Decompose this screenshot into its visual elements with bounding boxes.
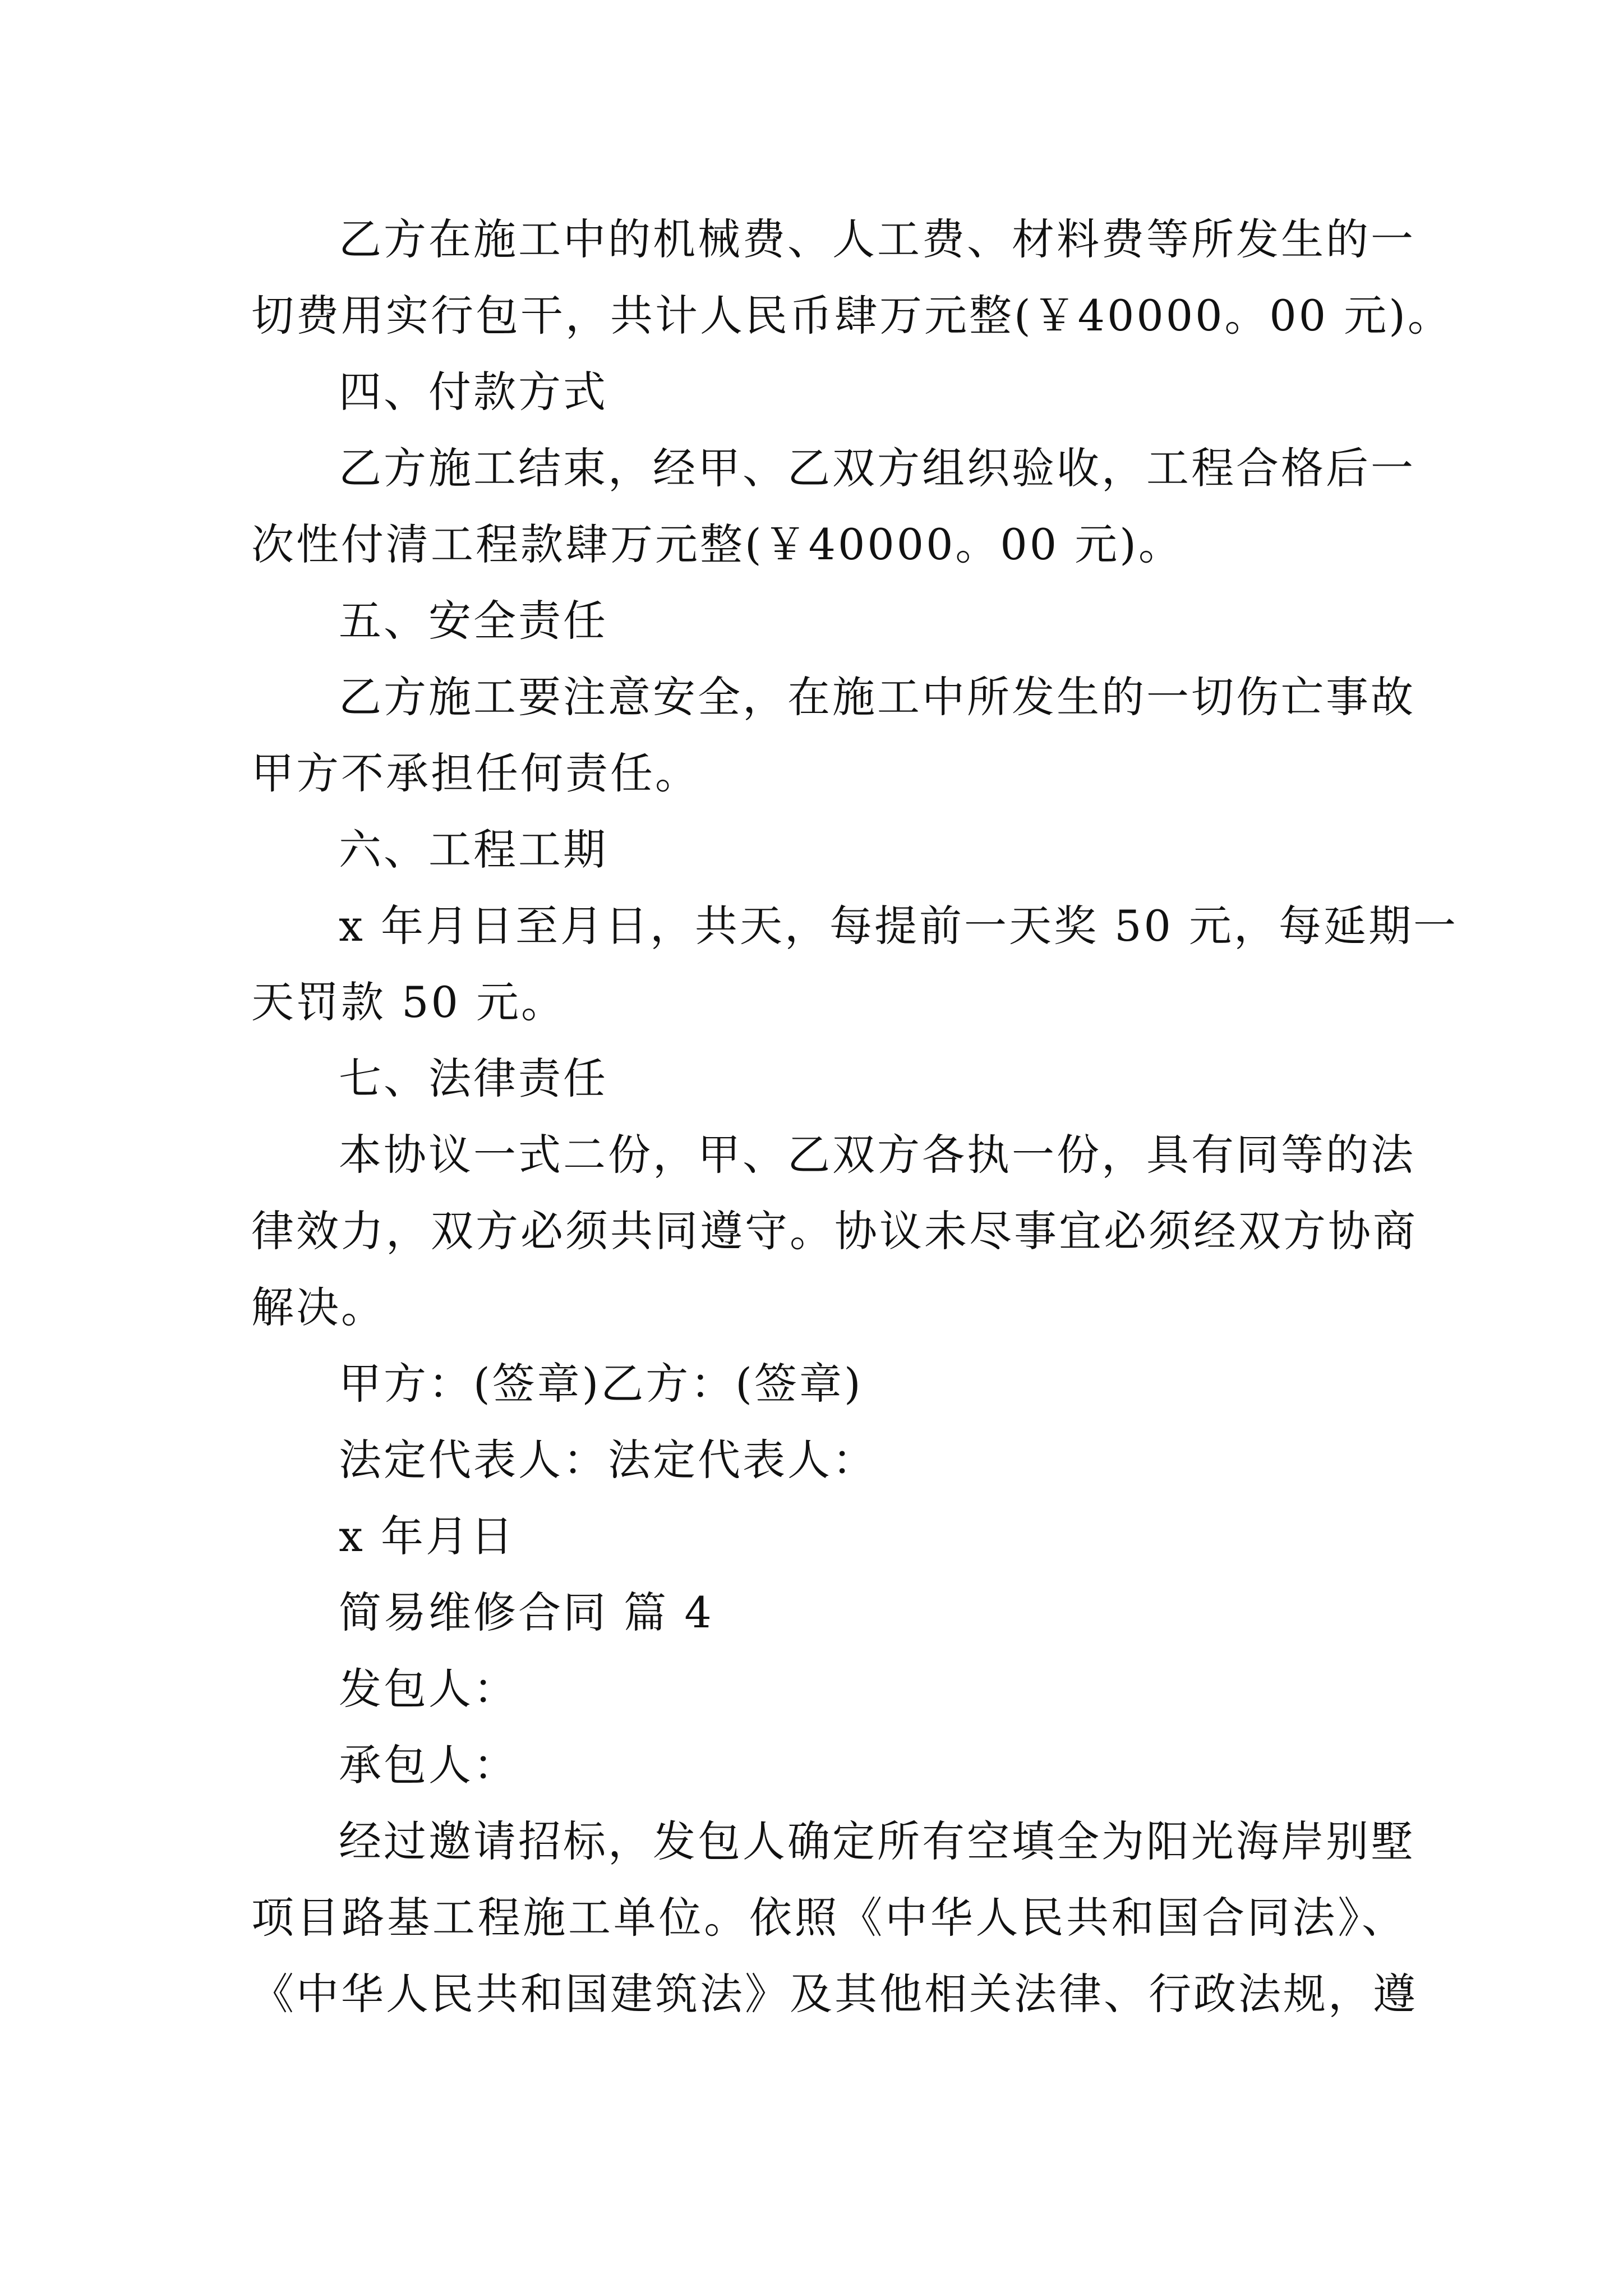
paragraph-line: 乙方在施工中的机械费、人工费、材料费等所发生的一: [339, 214, 1415, 264]
contract-title: 简易维修合同 篇 4: [339, 1588, 714, 1637]
date-line: x 年月日: [339, 1511, 516, 1561]
paragraph-line: 天罚款 50 元。: [251, 977, 566, 1027]
paragraph-line: x 年月日至月日，共天，每提前一天奖 50 元，每延期一: [339, 901, 1459, 951]
contractor-label: 承包人：: [339, 1740, 518, 1790]
paragraph-line: 次性付清工程款肆万元整(￥40000。00 元)。: [251, 519, 1183, 569]
section-heading: 六、工程工期: [339, 825, 608, 875]
paragraph-line: 经过邀请招标，发包人确定所有空填全为阳光海岸别墅: [339, 1816, 1415, 1866]
paragraph-line: 切费用实行包干，共计人民币肆万元整(￥40000。00 元)。: [251, 291, 1453, 341]
signature-line: 甲方：(签章)乙方：(签章): [339, 1359, 863, 1409]
paragraph-line: 《中华人民共和国建筑法》及其他相关法律、行政法规，遵: [251, 1969, 1418, 2019]
paragraph-line: 本协议一式二份，甲、乙双方各执一份，具有同等的法: [339, 1130, 1415, 1180]
section-heading: 五、安全责任: [339, 596, 608, 646]
employer-label: 发包人：: [339, 1664, 518, 1714]
representative-line: 法定代表人：法定代表人：: [339, 1435, 877, 1485]
section-heading: 四、付款方式: [339, 367, 608, 417]
paragraph-line: 律效力，双方必须共同遵守。协议未尽事宜必须经双方协商: [251, 1206, 1418, 1256]
paragraph-line: 乙方施工要注意安全，在施工中所发生的一切伤亡事故: [339, 672, 1415, 722]
paragraph-line: 甲方不承担任何责任。: [251, 748, 700, 798]
paragraph-line: 乙方施工结束，经甲、乙双方组织验收，工程合格后一: [339, 443, 1415, 493]
section-heading: 七、法律责任: [339, 1053, 608, 1103]
paragraph-line: 解决。: [251, 1282, 386, 1332]
paragraph-line: 项目路基工程施工单位。依照《中华人民共和国合同法》、: [251, 1893, 1407, 1943]
